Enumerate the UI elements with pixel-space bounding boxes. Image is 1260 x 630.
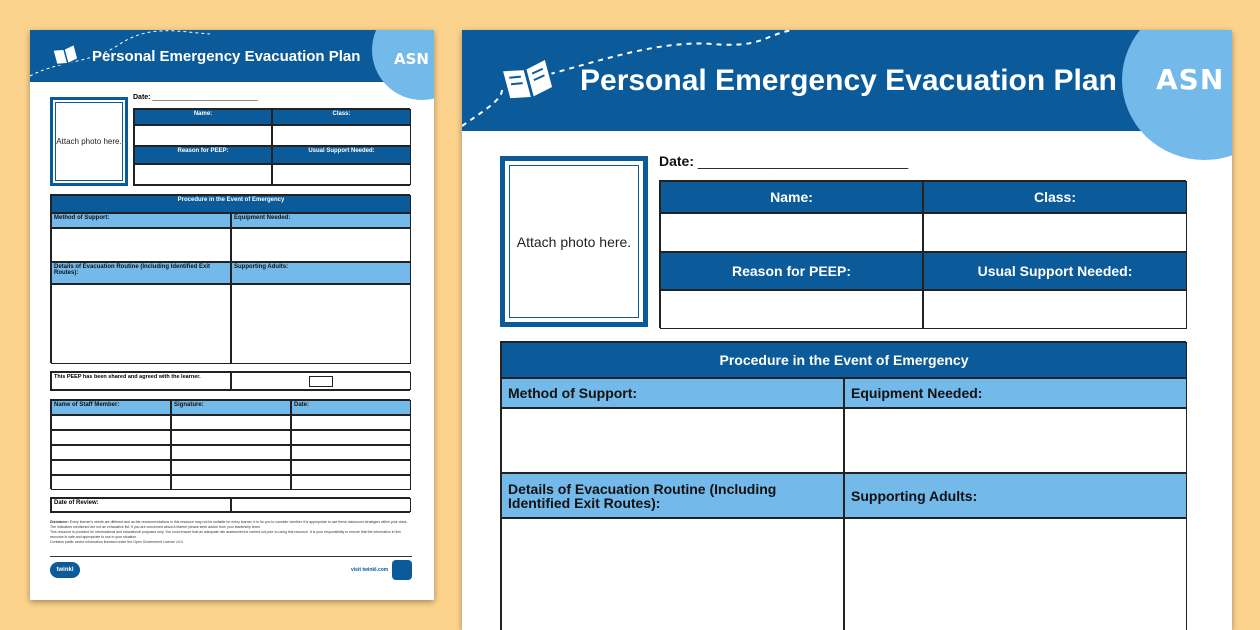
date-label: Date: <box>133 94 151 101</box>
routine-header: Details of Evacuation Routine (Including Identified Exit Routes): <box>501 473 844 518</box>
equipment-cell[interactable] <box>844 408 1187 473</box>
adults-header: Supporting Adults: <box>231 262 411 284</box>
routine-cell[interactable] <box>501 518 844 630</box>
shared-text: This PEEP has been shared and agreed with the learner. <box>51 372 231 390</box>
adults-header: Supporting Adults: <box>844 473 1187 518</box>
staff-cell[interactable] <box>51 460 171 475</box>
routine-cell[interactable] <box>51 284 231 364</box>
staff-date-cell[interactable] <box>291 430 411 445</box>
staff-date-cell[interactable] <box>291 445 411 460</box>
procedure-header: Procedure in the Event of Emergency <box>51 195 411 213</box>
date-line: ___________________________ <box>152 94 258 101</box>
student-info-table <box>133 108 410 186</box>
large-document-preview <box>462 30 1232 630</box>
page-title: Personal Emergency Evacuation Plan <box>580 64 1117 97</box>
procedure-table <box>500 341 1186 630</box>
name-header: Name: <box>134 109 272 125</box>
staff-header: Name of Staff Member: <box>51 400 171 415</box>
reason-cell[interactable] <box>134 164 272 185</box>
disclaimer <box>50 520 412 545</box>
date-line: ___________________________ <box>697 153 909 169</box>
shared-row <box>50 371 410 391</box>
method-cell[interactable] <box>51 228 231 262</box>
adults-cell[interactable] <box>844 518 1187 630</box>
support-cell[interactable] <box>272 164 411 185</box>
review-label: Date of Review: <box>51 498 231 512</box>
support-cell[interactable] <box>923 290 1187 329</box>
class-header: Class: <box>923 181 1187 213</box>
staff-cell[interactable] <box>51 430 171 445</box>
shared-checkbox-cell <box>231 372 411 390</box>
method-cell[interactable] <box>501 408 844 473</box>
disclaimer-text-3: Contains public sector information licensed under the Open Government Licence v3.0. <box>50 540 184 544</box>
name-cell[interactable] <box>660 213 923 252</box>
small-document-preview <box>30 30 434 600</box>
signature-cell[interactable] <box>171 475 291 490</box>
routine-header: Details of Evacuation Routine (Including Identified Exit Routes): <box>51 262 231 284</box>
adults-cell[interactable] <box>231 284 411 364</box>
photo-placeholder-text: Attach photo here. <box>55 102 123 181</box>
method-header: Method of Support: <box>501 378 844 408</box>
procedure-header: Procedure in the Event of Emergency <box>501 342 1187 378</box>
reason-cell[interactable] <box>660 290 923 329</box>
name-header: Name: <box>660 181 923 213</box>
support-header: Usual Support Needed: <box>923 252 1187 290</box>
quality-badge-icon <box>392 560 412 580</box>
staff-date-cell[interactable] <box>291 460 411 475</box>
staff-date-cell[interactable] <box>291 475 411 490</box>
signature-cell[interactable] <box>171 415 291 430</box>
review-row <box>50 497 410 513</box>
review-cell[interactable] <box>231 498 411 512</box>
name-cell[interactable] <box>134 125 272 146</box>
footer-divider <box>50 556 412 557</box>
disclaimer-text: Every learner's needs are different and as the recommendations in this resource may not be suitable for every learner, it is for you to consider whether it is appropriate to use these classroom strategies within your class. The indicators mentioned are not an exhaustive list. If you are concerned about a learner please seek advice from your leadership team. <box>50 520 408 529</box>
disclaimer-label: Disclaimer: <box>50 520 69 524</box>
visit-link[interactable]: visit twinkl.com <box>351 567 389 573</box>
twinkl-logo: twinkl <box>50 562 80 578</box>
signature-cell[interactable] <box>171 445 291 460</box>
asn-logo: ASN <box>394 50 429 68</box>
reason-header: Reason for PEEP: <box>660 252 923 290</box>
procedure-table <box>50 194 410 363</box>
equipment-header: Equipment Needed: <box>231 213 411 228</box>
reason-header: Reason for PEEP: <box>134 146 272 164</box>
staff-cell[interactable] <box>51 445 171 460</box>
date-field <box>133 94 258 101</box>
disclaimer-text-2: This resource is provided for informational and educational purposes only. You must ensure that an adequate risk assessment is carried out prior to using this resource. It is your responsibility to ensure that the information in this resource is safe and appropriate to use in your situation. <box>50 530 401 539</box>
equipment-header: Equipment Needed: <box>844 378 1187 408</box>
equipment-cell[interactable] <box>231 228 411 262</box>
staff-table <box>50 399 410 489</box>
signature-cell[interactable] <box>171 460 291 475</box>
photo-placeholder-text: Attach photo here. <box>509 165 639 318</box>
staff-cell[interactable] <box>51 415 171 430</box>
date-label: Date: <box>659 153 695 169</box>
photo-box <box>500 156 648 327</box>
staff-cell[interactable] <box>51 475 171 490</box>
signature-header: Signature: <box>171 400 291 415</box>
book-icon <box>50 40 80 66</box>
method-header: Method of Support: <box>51 213 231 228</box>
class-cell[interactable] <box>923 213 1187 252</box>
page-title: Personal Emergency Evacuation Plan <box>92 48 361 65</box>
class-cell[interactable] <box>272 125 411 146</box>
student-info-table <box>659 180 1186 328</box>
shared-checkbox[interactable] <box>309 376 333 387</box>
book-icon <box>498 52 556 102</box>
staff-date-cell[interactable] <box>291 415 411 430</box>
staff-date-header: Date: <box>291 400 411 415</box>
class-header: Class: <box>272 109 411 125</box>
photo-box <box>50 97 128 186</box>
support-header: Usual Support Needed: <box>272 146 411 164</box>
date-field <box>659 153 908 169</box>
asn-logo: ASN <box>1156 63 1225 96</box>
signature-cell[interactable] <box>171 430 291 445</box>
